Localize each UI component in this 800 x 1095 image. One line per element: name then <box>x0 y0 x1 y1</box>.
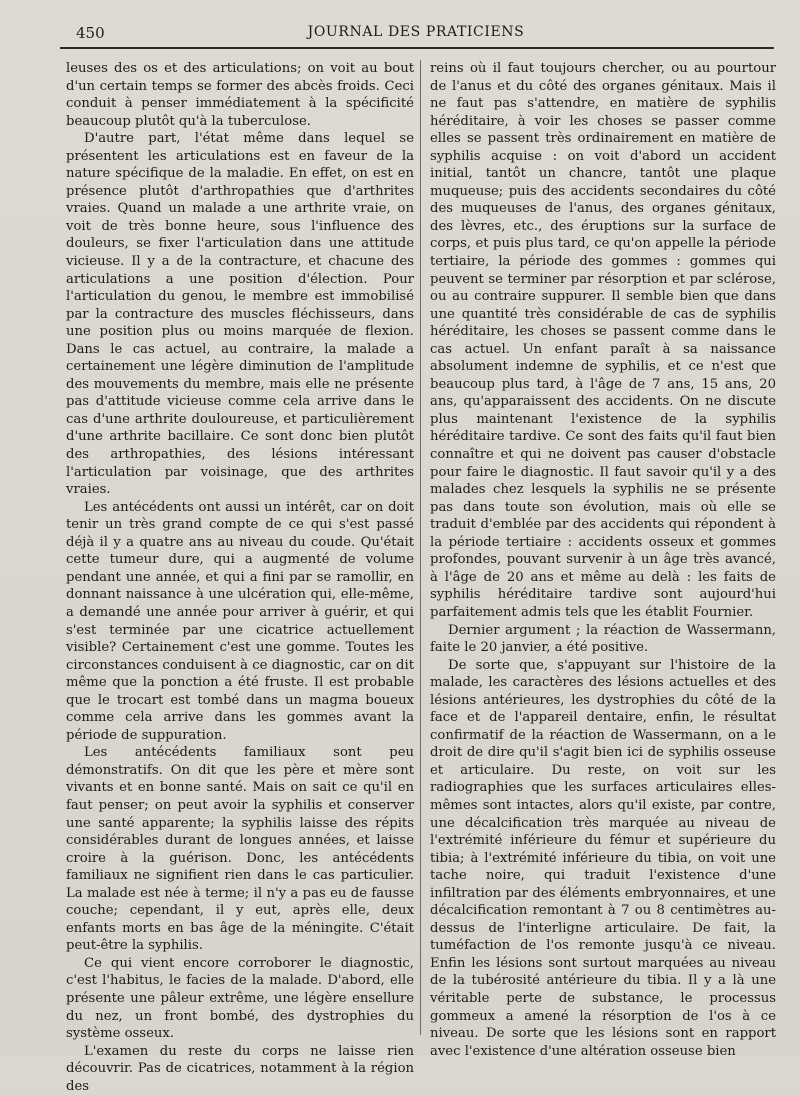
paragraph: D'autre part, l'état même dans lequel se présentent les articulations est en faveur de la nature spécifique de la maladie. En effet, on est en présence plutôt d'arthropathies que d'arthrites vraies. Quand un malade a une arthrite vraie, on voit de très bonne heure, sous l'influence des douleurs, se fixer l'articulation dans une attitude vicieuse. Il y a de la contracture, et chacune des articulations a une position d'élection. Pour l'articulation du genou, le membre est immobilisé par la contracture des muscles fléchisseurs, dans une position plus ou moins marquée de flexion. Dans le cas actuel, au contraire, la malade a certainement une légère diminution de l'amplitude des mouvements du membre, mais elle ne présente pas d'attitude vicieuse comme cela arrive dans le cas d'une arthrite douloureuse, et particulièrement d'une arthrite bacillaire. Ce sont donc bien plutôt des arthropathies, des lésions intéressant l'articulation par voisinage, que des arthrites vraies. <box>66 131 414 498</box>
paragraph: Dernier argument ; la réaction de Wassermann, faite le 20 janvier, a été positive. <box>430 622 776 656</box>
paragraph: L'examen du reste du corps ne laisse rien découvrir. Pas de cicatrices, notamment à la région des <box>66 1043 414 1094</box>
page-number: 450 <box>76 24 105 42</box>
column-divider <box>420 60 421 1035</box>
paragraph: reins où il faut toujours chercher, ou au pourtour de l'anus et du côté des organes génitaux. Mais il ne faut pas s'attendre, en matière de syphilis héréditaire, à voir les choses se passer comme elles se passent très ordinairement en matière de syphilis acquise : on voit d'abord un accident initial, tantôt un chancre, tantôt une plaque muqueuse; puis des accidents secondaires du côté des muqueuses de l'anus, des organes génitaux, des lèvres, etc., des éruptions sur la surface de corps, et puis plus tard, ce qu'on appelle la période tertiaire, la période des gommes : gommes qui peuvent se terminer par résorption et par sclérose, ou au contraire suppurer. Il semble bien que dans une quantité très considérable de cas de syphilis héréditaire, les choses se passent comme dans le cas actuel. Un enfant paraît à sa naissance absolument indemne de syphilis, et ce n'est que beaucoup plus tard, à l'âge de 7 ans, 15 ans, 20 ans, qu'apparaissent des accidents. On ne discute plus maintenant l'existence de la syphilis héréditaire tardive. Ce sont des faits qu'il faut bien connaître et qui ne doivent pas causer d'obstacle pour faire le diagnostic. Il faut savoir qu'il y a des malades chez lesquels la syphilis ne se présente pas dans toute son évolution, mais où elle se traduit d'emblée par des accidents qui répondent à la période tertiaire : accidents osseux et gommes profondes, pouvant survenir à un âge très avancé, à l'âge de 20 ans et même au delà : les faits de syphilis héréditaire tardive sont aujourd'hui parfaitement admis tels que les établit Fournier. <box>430 61 776 620</box>
left-column <box>66 60 414 1095</box>
paragraph: De sorte que, s'appuyant sur l'histoire de la malade, les caractères des lésions actuelles et des lésions antérieures, les dystrophies du côté de la face et de l'appareil dentaire, enfin, le résultat confirmatif de la réaction de Wassermann, on a le droit de dire qu'il s'agit bien ici de syphilis osseuse et articulaire. Du reste, on voit sur les radiographies que les surfaces articulaires elles-mêmes sont intactes, alors qu'il existe, par contre, une décalcification très marquée au niveau de l'extrémité inférieure du fémur et supérieure du tibia; à l'extrémité inférieure du tibia, on voit une tache noire, qui traduit l'existence d'une infiltration par des éléments embryonnaires, et une décalcification remontant à 7 ou 8 centimètres au-dessus de l'interligne articulaire. De fait, la tuméfaction de l'os remonte jusqu'à ce niveau. Enfin les lésions sont surtout marquées au niveau de la tubérosité antérieure du tibia. Il y a là une véritable perte de substance, le processus gommeux a amené la résorption de l'os à ce niveau. De sorte que les lésions sont en rapport avec l'existence d'une altération osseuse bien <box>430 657 776 1059</box>
paragraph: leuses des os et des articulations; on voit au bout d'un certain temps se former des abcès froids. Ceci conduit à penser immédiatement à la spécificité beaucoup plutôt qu'à la tuberculose. <box>66 61 414 129</box>
paragraph: Les antécédents ont aussi un intérêt, car on doit tenir un très grand compte de ce qui s'est passé déjà il y a quatre ans au niveau du coude. Qu'était cette tumeur dure, qui a augmenté de volume pendant une année, et qui a fini par se ramollir, en donnant naissance à une ulcération qui, elle-même, a demandé une année pour arriver à guérir, et qui s'est terminée par une cicatrice actuellement visible? Certainement c'est une gomme. Toutes les circonstances conduisent à ce diagnostic, car on dit même que la ponction a été fruste. Il est probable que le trocart est tombé dans un magma boueux comme cela arrive dans les gommes avant la période de suppuration. <box>66 499 414 743</box>
paragraph: Les antécédents familiaux sont peu démonstratifs. On dit que les père et mère sont vivants et en bonne santé. Mais on sait ce qu'il en faut penser; on peut avoir la syphilis et conserver une santé apparente; la syphilis laisse des répits considérables durant de longues années, et laisse croire à la guérison. Donc, les antécédents familiaux ne signifient rien dans le cas particulier. La malade est née à terme; il n'y a pas eu de fausse couche; cependant, il y eut, après elle, deux enfants morts en bas âge de la méningite. C'était peut-être la syphilis. <box>66 745 414 954</box>
paragraph: Ce qui vient encore corroborer le diagnostic, c'est l'habitus, le facies de la malade. D'abord, elle présente une pâleur extrême, une légère ensellure du nez, un front bombé, des dystrophies du système osseux. <box>66 955 414 1042</box>
running-title: JOURNAL DES PRATICIENS <box>307 24 525 40</box>
header-rule <box>60 47 774 49</box>
page-header <box>56 20 776 44</box>
right-column <box>430 60 776 1060</box>
